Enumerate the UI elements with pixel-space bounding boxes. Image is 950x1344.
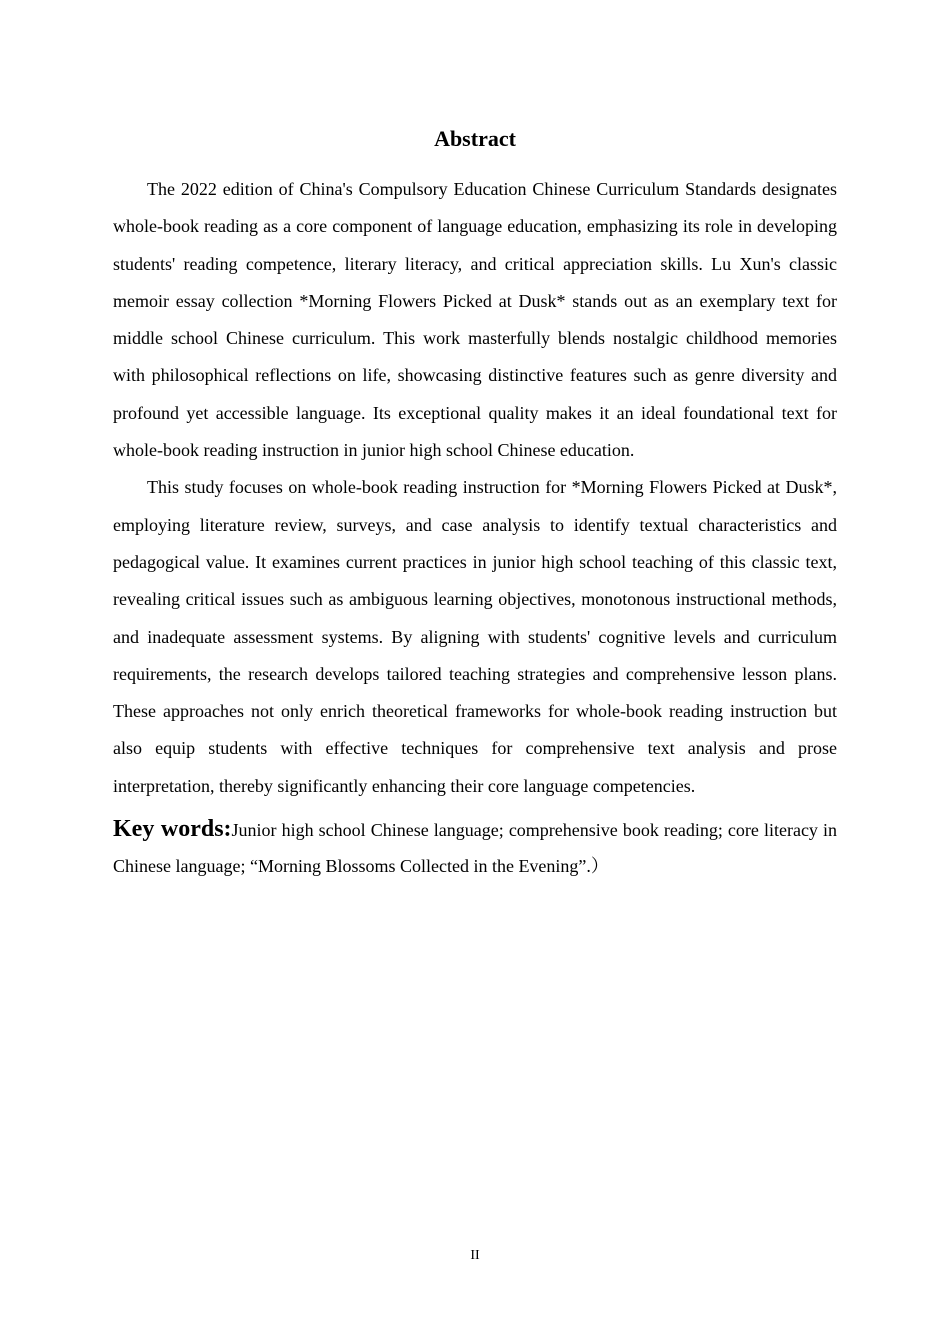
abstract-section: [113, 123, 837, 884]
keywords-text: Junior high school Chinese language; comprehensive book reading; core literacy in Chinese language; “Morning Blossoms Collected in the Evening”.）: [113, 820, 837, 877]
page-number: II: [470, 1248, 480, 1263]
abstract-title: Abstract: [434, 126, 516, 151]
keywords-label: Key words:: [113, 816, 232, 843]
keywords-line: [113, 811, 837, 884]
abstract-paragraph-1: The 2022 edition of China's Compulsory Education Chinese Curriculum Standards designates whole-book reading as a core component of language education, emphasizing its role in developing students' reading competence, literary literacy, and critical appreciation skills. Lu Xun's classic memoir essay collection *Morning Flowers Picked at Dusk* stands out as an exemplary text for middle school Chinese curriculum. This work masterfully blends nostalgic childhood memories with philosophical reflections on life, showcasing distinctive features such as genre diversity and profound yet accessible language. Its exceptional quality makes it an ideal foundational text for whole-book reading instruction in junior high school Chinese education.: [113, 179, 837, 461]
abstract-paragraph-2: This study focuses on whole-book reading instruction for *Morning Flowers Picked at Dusk*, employing literature review, surveys, and case analysis to identify textual characteristics and pedagogical value. It examines current practices in junior high school teaching of this classic text, revealing critical issues such as ambiguous learning objectives, monotonous instructional methods, and inadequate assessment systems. By aligning with students' cognitive levels and curriculum requirements, the research develops tailored teaching strategies and comprehensive lesson plans. These approaches not only enrich theoretical frameworks for whole-book reading instruction but also equip students with effective techniques for comprehensive text analysis and prose interpretation, thereby significantly enhancing their core language competencies.: [113, 477, 837, 796]
